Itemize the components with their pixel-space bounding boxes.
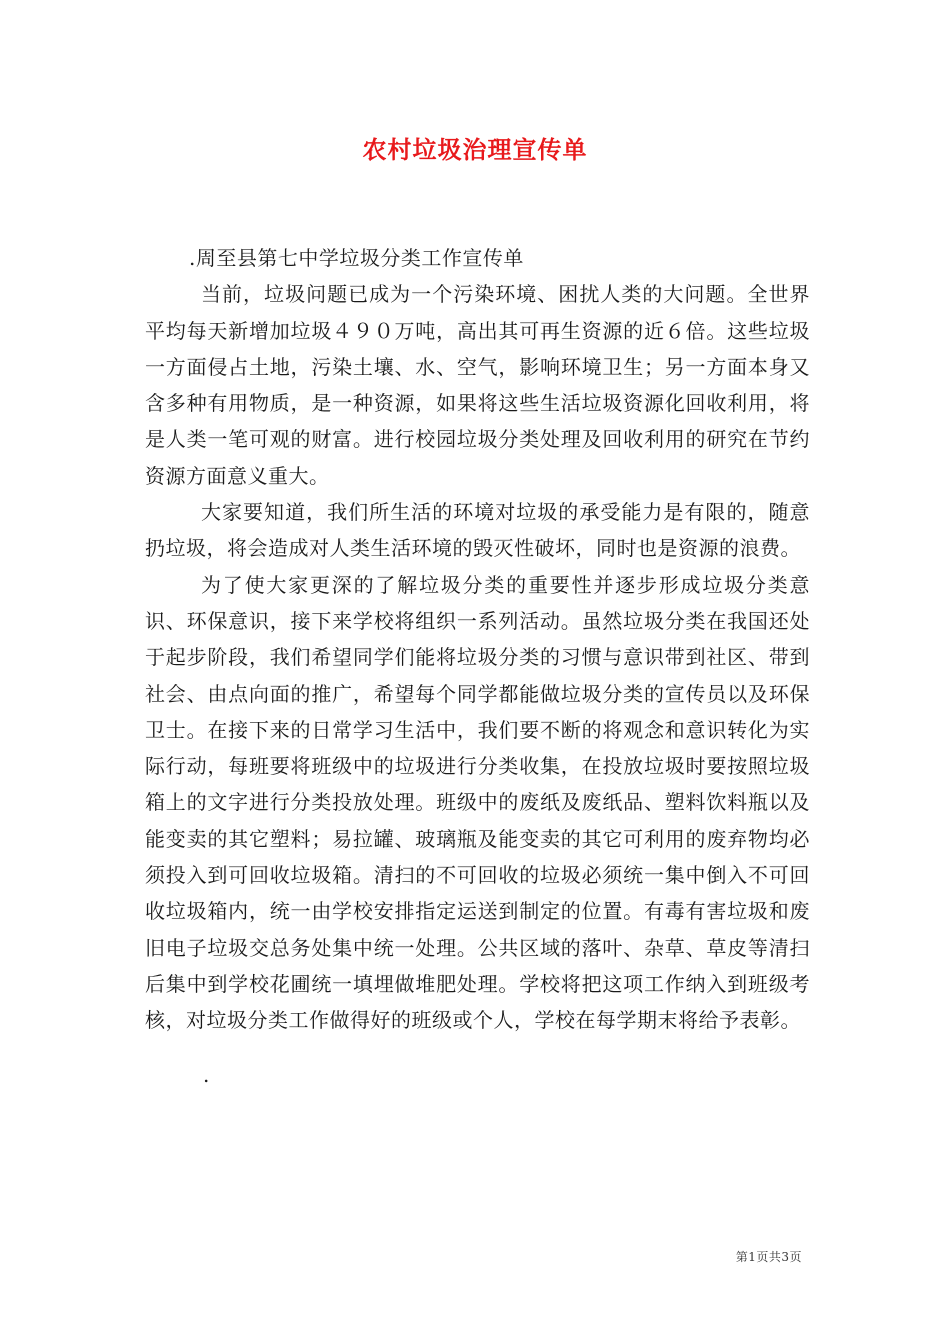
paragraph-activities: 为了使大家更深的了解垃圾分类的重要性并逐步形成垃圾分类意识、环保意识，接下来学校将组织一系列活动。虽然垃圾分类在我国还处于起步阶段，我们希望同学们能将垃圾分类的习惯与意识带到社区、带到社会、由点向面的推广，希望每个同学都能做垃圾分类的宣传员以及环保卫士。在接下来的日常学习生活中，我们要不断的将观念和意识转化为实际行动，每班要将班级中的垃圾进行分类收集，在投放垃圾时要按照垃圾箱上的文字进行分类投放处理。班级中的废纸及废纸品、塑料饮料瓶以及能变卖的其它塑料；易拉罐、玻璃瓶及能变卖的其它可利用的废弃物均必须投入到可回收垃圾箱。清扫的不可回收的垃圾必须统一集中倒入不可回收垃圾箱内，统一由学校安排指定运送到制定的位置。有毒有害垃圾和废旧电子垃圾交总务处集中统一处理。公共区域的落叶、杂草、草皮等清扫后集中到学校花圃统一填埋做堆肥处理。学校将把这项工作纳入到班级考核，对垃圾分类工作做得好的班级或个人，学校在每学期末将给予表彰。	[145, 572, 810, 1033]
document-subheading: .周至县第七中学垃圾分类工作宣传单	[189, 246, 524, 270]
paragraph-environment: 大家要知道，我们所生活的环境对垃圾的承受能力是有限的，随意扔垃圾，将会造成对人类生活环境的毁灭性破坏，同时也是资源的浪费。	[145, 500, 810, 561]
paragraph-intro: 当前，垃圾问题已成为一个污染环境、困扰人类的大问题。全世界平均每天新增加垃圾４９０万吨，高出其可再生资源的近６倍。这些垃圾一方面侵占土地，污染土壤、水、空气，影响环境卫生；另一方面本身又含多种有用物质，是一种资源，如果将这些生活垃圾资源化回收利用，将是人类一笔可观的财富。进行校园垃圾分类处理及回收利用的研究在节约资源方面意义重大。	[145, 282, 810, 488]
end-mark: .	[203, 1062, 210, 1087]
page-indicator: 第1页共3页	[735, 1250, 802, 1264]
document-body	[145, 240, 810, 1093]
document-title: 农村垃圾治理宣传单	[362, 135, 588, 164]
